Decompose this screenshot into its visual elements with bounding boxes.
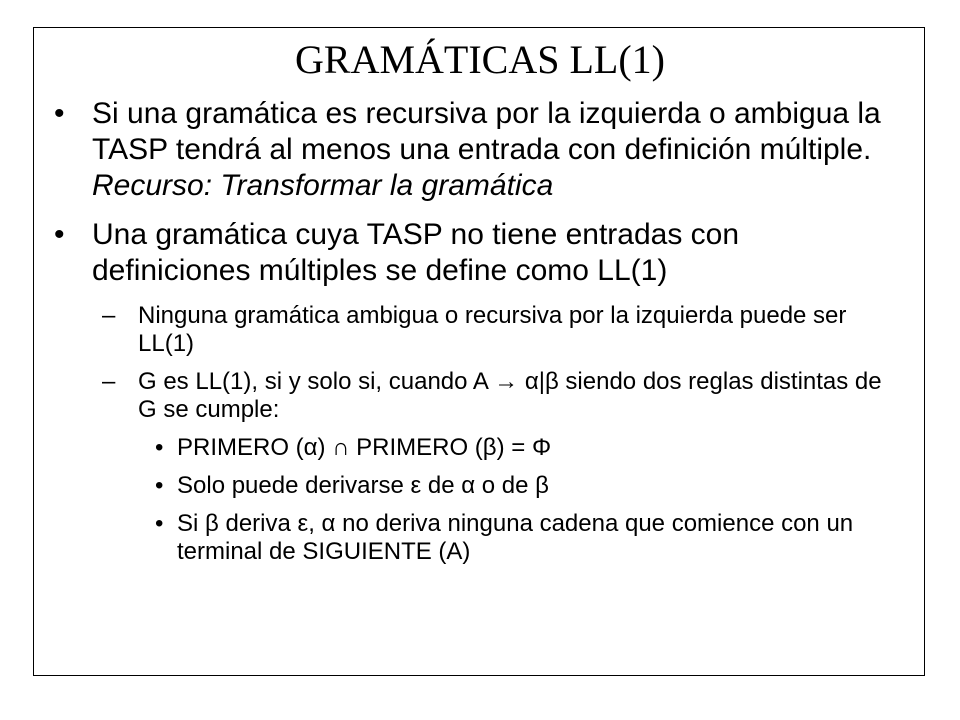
bullet-left-recursion (54, 96, 904, 204)
subbullet-text: Ninguna gramática ambigua o recursiva por la izquierda puede ser LL(1) (138, 302, 847, 357)
subbullet-no-ambiguous (54, 302, 904, 358)
condition-marker: • (155, 472, 164, 499)
bullet-ll1-definition (54, 217, 904, 289)
condition-text: Solo puede derivarse ε de α o de β (177, 472, 549, 499)
subbullet-ll1-condition (54, 368, 904, 424)
condition-marker: • (155, 434, 164, 461)
slide-content (54, 96, 904, 576)
condition-text: PRIMERO (α) ∩ PRIMERO (β) = Φ (177, 434, 552, 461)
condition-epsilon (54, 472, 904, 500)
condition-first-sets (54, 434, 904, 462)
condition-follow-set (54, 510, 904, 566)
condition-marker: • (155, 510, 164, 537)
condition-text: Si β deriva ε, α no deriva ninguna cadena que comience con un terminal de SIGUIENTE (A) (177, 510, 854, 565)
bullet-marker: • (54, 218, 65, 251)
slide-title: GRAMÁTICAS LL(1) (295, 37, 665, 82)
bullet-text: Una gramática cuya TASP no tiene entradas con definiciones múltiples se define como LL(1) (92, 218, 740, 287)
subbullet-marker: – (102, 368, 116, 395)
bullet-marker: • (54, 97, 65, 130)
bullet-remedy-text: Recurso: Transformar la gramática (92, 169, 554, 202)
subbullet-marker: – (102, 302, 116, 329)
bullet-text: Si una gramática es recursiva por la izquierda o ambigua la TASP tendrá al menos una entrada con definición múltiple. (92, 97, 881, 166)
subbullet-text: G es LL(1), si y solo si, cuando A → α|β siendo dos reglas distintas de G se cumple: (138, 368, 882, 423)
